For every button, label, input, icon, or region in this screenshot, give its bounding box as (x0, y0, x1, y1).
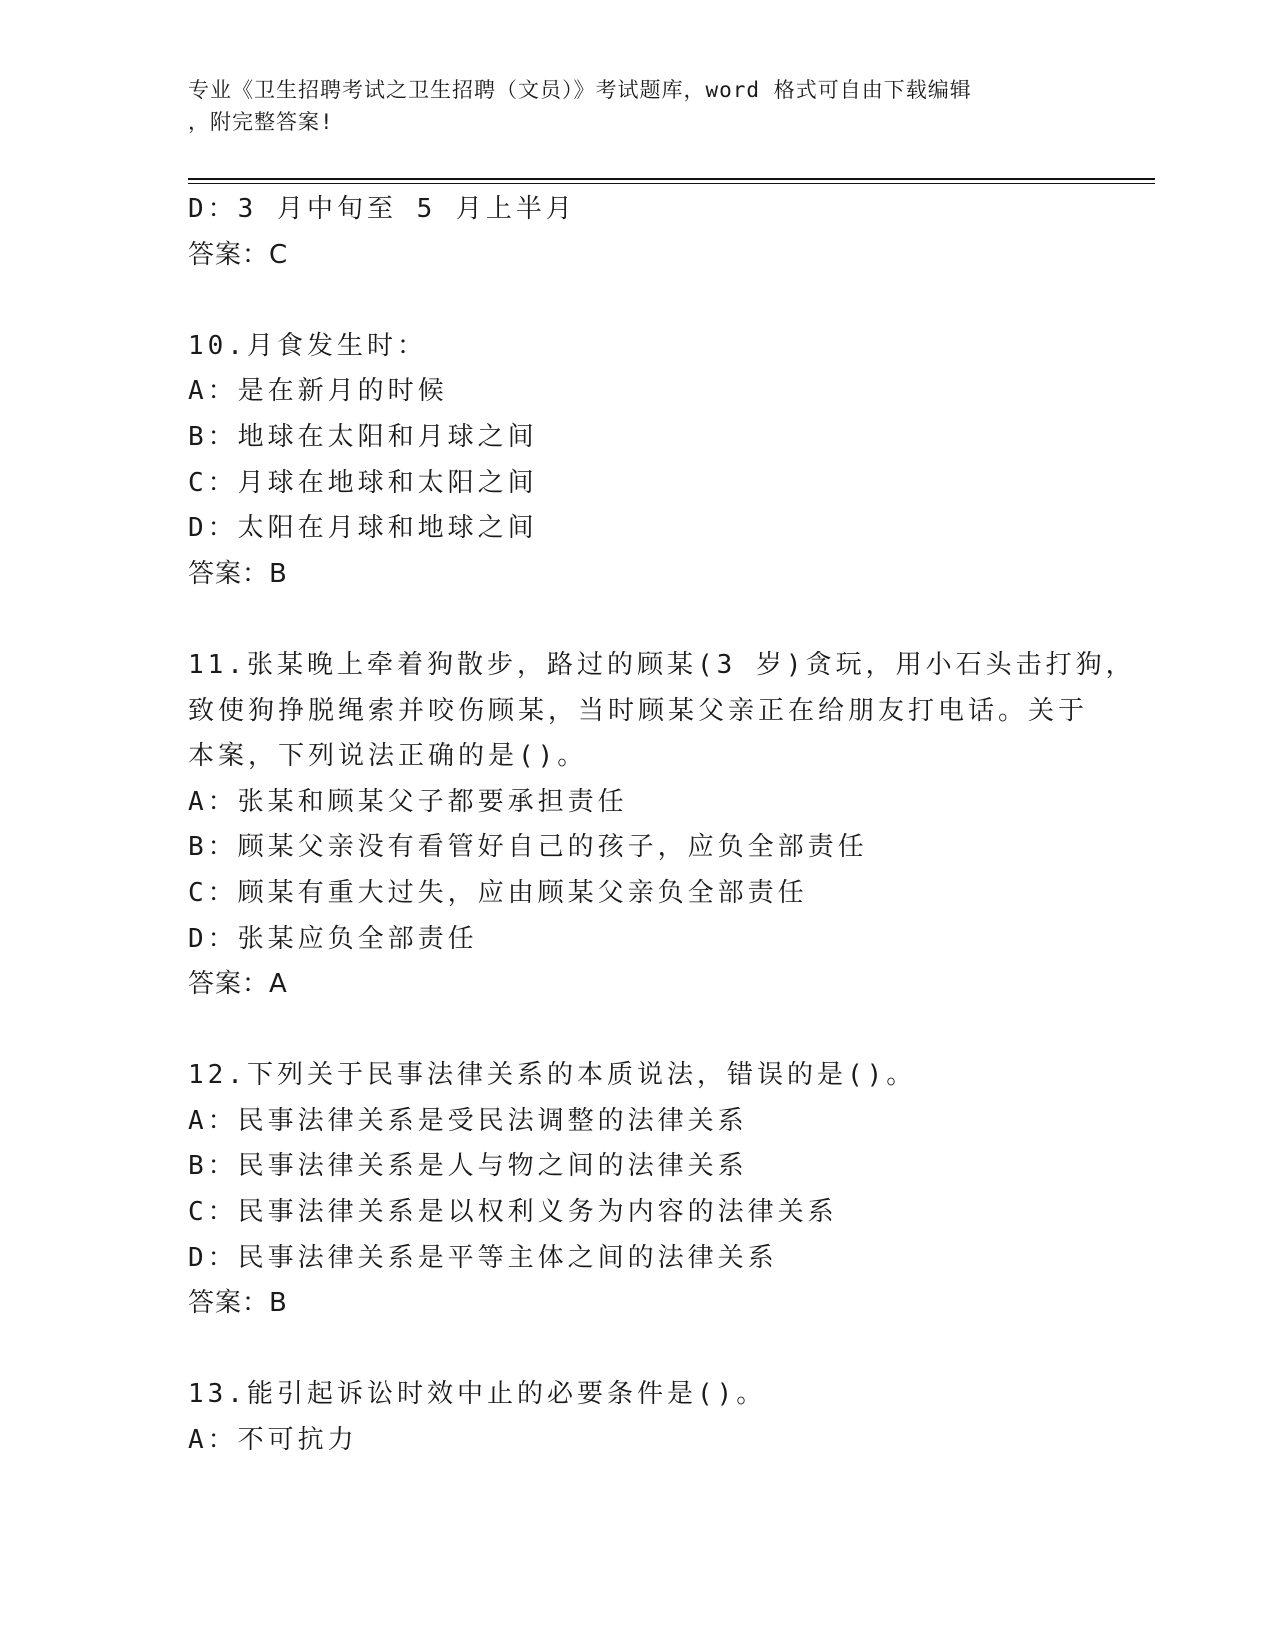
spacer (188, 1008, 1088, 1054)
question-stem: 11.张某晚上牵着狗散步，路过的顾某(3 岁)贪玩，用小石头击打狗， (188, 649, 1136, 680)
document-header (188, 74, 1078, 138)
question-10 (188, 324, 1088, 598)
option-line: B：地球在太阳和月球之间 (188, 421, 538, 452)
question-stem: 10.月食发生时： (188, 330, 427, 361)
option-line: C：月球在地球和太阳之间 (188, 467, 538, 498)
option-line: D：张某应负全部责任 (188, 923, 478, 954)
option-line: A：张某和顾某父子都要承担责任 (188, 786, 628, 817)
document-body (188, 187, 1136, 1464)
option-line: A：是在新月的时候 (188, 376, 448, 407)
spacer (188, 278, 1088, 324)
option-line: A：民事法律关系是受民法调整的法律关系 (188, 1105, 748, 1136)
question-12 (188, 1053, 1088, 1327)
option-line: D：太阳在月球和地球之间 (188, 513, 538, 544)
question-stem: 本案，下列说法正确的是()。 (188, 741, 588, 772)
spacer (188, 597, 1088, 643)
option-line: D：民事法律关系是平等主体之间的法律关系 (188, 1242, 778, 1273)
question-stem: 13.能引起诉讼时效中止的必要条件是()。 (188, 1379, 767, 1410)
question-stem: 12.下列关于民事法律关系的本质说法，错误的是()。 (188, 1060, 917, 1091)
header-line-1: 专业《卫生招聘考试之卫生招聘（文员）》考试题库，word 格式可自由下载编辑 (188, 78, 972, 102)
answer-line: 答案：C (188, 239, 289, 270)
option-line: A：不可抗力 (188, 1425, 358, 1456)
option-line: B：顾某父亲没有看管好自己的孩子，应负全部责任 (188, 832, 868, 863)
question-stem: 致使狗挣脱绳索并咬伤顾某，当时顾某父亲正在给朋友打电话。关于 (188, 695, 1089, 726)
option-line: B：民事法律关系是人与物之间的法律关系 (188, 1151, 748, 1182)
spacer (188, 1327, 1088, 1373)
header-divider-thick (188, 178, 1155, 180)
option-line: D：3 月中旬至 5 月上半月 (188, 194, 576, 224)
option-line: C：顾某有重大过失，应由顾某父亲负全部责任 (188, 877, 808, 908)
option-line: C：民事法律关系是以权利义务为内容的法律关系 (188, 1197, 838, 1228)
answer-line: 答案：A (188, 969, 288, 1000)
answer-line: 答案：B (188, 558, 288, 589)
question-13 (188, 1372, 1088, 1463)
answer-line: 答案：B (188, 1288, 288, 1319)
header-divider-thin (188, 183, 1155, 184)
question-11 (188, 643, 1136, 1008)
header-line-2: ，附完整答案! (188, 110, 334, 134)
